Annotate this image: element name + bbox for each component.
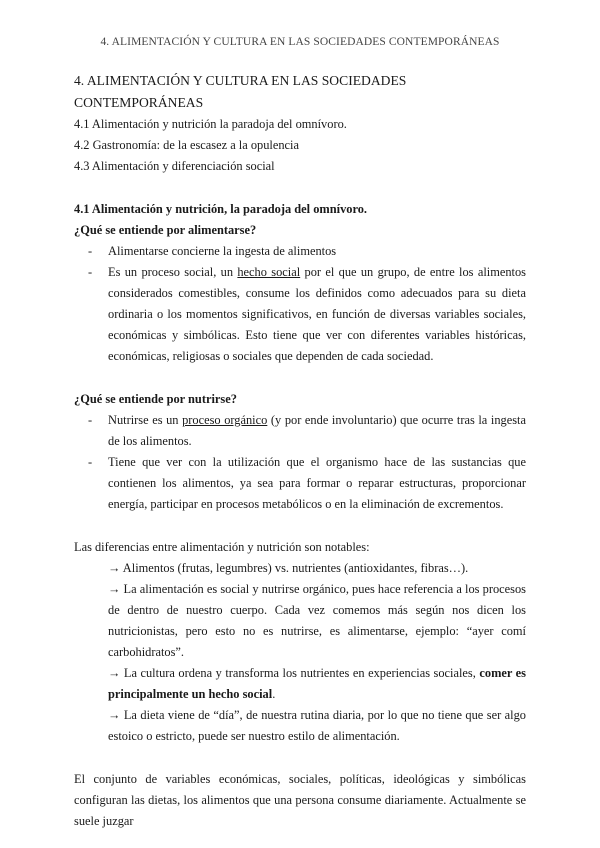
arrow-item <box>108 663 526 705</box>
differences-intro: Las diferencias entre alimentación y nutrición son notables: <box>74 540 370 554</box>
arrow-item: → Alimentos (frutas, legumbres) vs. nutrientes (antioxidantes, fibras…). <box>108 561 469 575</box>
question-nutrirse: ¿Qué se entiende por nutrirse? <box>74 392 237 406</box>
page-content <box>74 70 526 832</box>
toc-item-3: 4.3 Alimentación y diferenciación social <box>74 159 275 173</box>
arrow-item: → La dieta viene de “día”, de nuestra rutina diaria, por lo que no tiene que ser algo estoico o estricto, puede ser nuestro estilo de alimentación. <box>108 708 526 743</box>
list-item <box>74 241 526 262</box>
arrow-text: → La cultura ordena y transforma los nutrientes en experiencias sociales, <box>108 666 480 680</box>
section-heading: 4.1 Alimentación y nutrición, la paradoja del omnívoro. <box>74 202 368 216</box>
running-header: 4. ALIMENTACIÓN Y CULTURA EN LAS SOCIEDADES CONTEMPORÁNEAS <box>100 36 500 48</box>
toc-item-2: 4.2 Gastronomía: de la escasez a la opulencia <box>74 138 300 152</box>
bullet-text: Tiene que ver con la utilización que el organismo hace de las sustancias que contienen los alimentos, ya sea para formar o reparar estructuras, proporcionar energía, participar en procesos metabólicos o en la eliminación de excrementos. <box>108 455 526 511</box>
underlined-term: proceso orgánico <box>182 413 268 427</box>
differences-list <box>74 558 526 747</box>
toc-title: 4. ALIMENTACIÓN Y CULTURA EN LAS SOCIEDADES CONTEMPORÁNEAS <box>74 73 407 110</box>
emphasis-text: comer es principalmente un hecho social <box>108 666 527 701</box>
underlined-term: hecho social <box>237 265 301 279</box>
bullet-text: Nutrirse es un <box>108 413 183 427</box>
list-item <box>74 262 526 367</box>
bullet-text: por el que un grupo, de entre los alimentos considerados comestibles, consume los definidos como adecuados para su dieta ordinaria o los momentos significativos, en función de diversas variables sociales, económicas y simbólicas. Esto tiene que ver con diferentes variables históricas, económicas, religiosas o sociales que dependen de cada sociedad. <box>108 265 526 363</box>
bullet-text: (y por ende involuntario) que ocurre tras la ingesta de los alimentos. <box>108 413 526 448</box>
nutrirse-list <box>74 410 526 515</box>
arrow-item: → La alimentación es social y nutrirse orgánico, pues hace referencia a los procesos de dentro de nuestro cuerpo. Cada vez comemos más según nos dicen los nutricionistas, pero esto no es nutrirse, es alimentarse, ejemplo: “ayer comí carbohidratos”. <box>108 582 526 659</box>
alimentarse-list <box>74 241 526 367</box>
arrow-text: . <box>272 687 276 701</box>
toc-item-1: 4.1 Alimentación y nutrición la paradoja del omnívoro. <box>74 117 347 131</box>
bullet-text: Alimentarse concierne la ingesta de alimentos <box>108 244 337 258</box>
question-alimentarse: ¿Qué se entiende por alimentarse? <box>74 223 257 237</box>
bullet-text: Es un proceso social, un <box>108 265 238 279</box>
list-item <box>74 410 526 452</box>
list-item <box>74 452 526 515</box>
closing-paragraph: El conjunto de variables económicas, sociales, políticas, ideológicas y simbólicas configuran las dietas, los alimentos que una persona consume diariamente. Actualmente se suele juzgar <box>74 772 526 828</box>
